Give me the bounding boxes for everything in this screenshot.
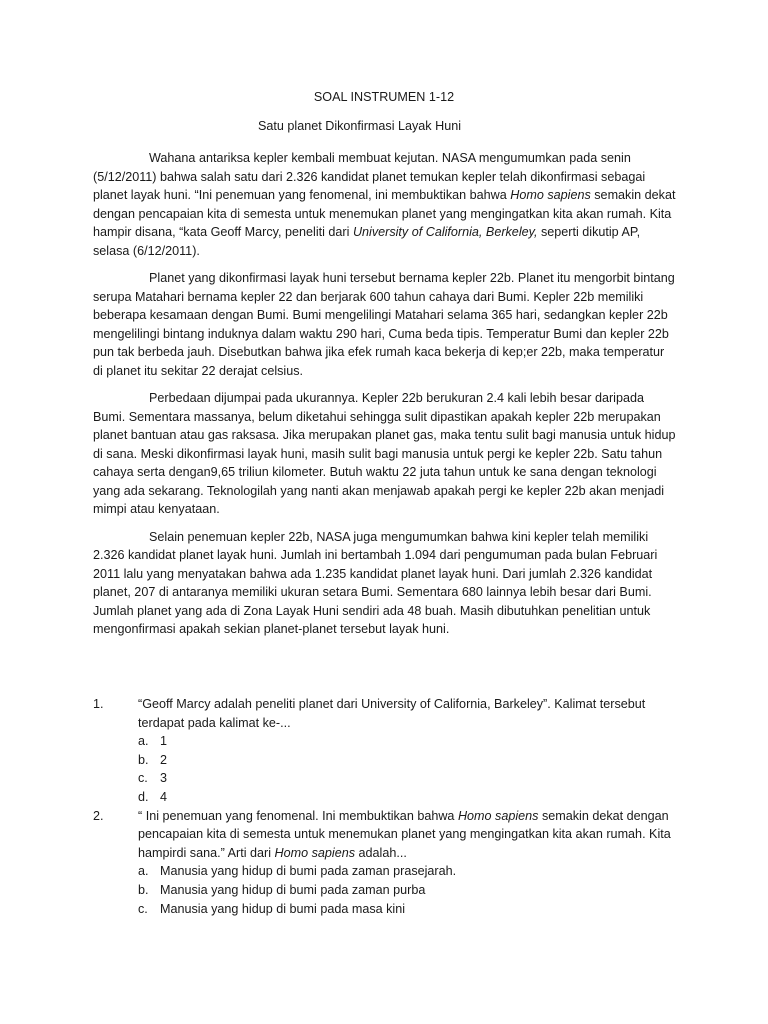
- text-segment: Wahana antariksa kepler kembali membuat kejutan. NASA mengumumkan pada senin (5/12/2011) bahwa salah satu dari 2.326 kandidat planet temukan kepler telah dikonfirmasi sebagai planet layak huni. “Ini penemuan yang fenomenal, ini membuktikan bahwa: [93, 151, 646, 202]
- italic-text: University of California, Berkeley,: [352, 225, 538, 239]
- document-subtitle: Satu planet Dikonfirmasi Layak Huni: [258, 119, 462, 133]
- document-title: SOAL INSTRUMEN 1-12: [313, 90, 455, 104]
- text-segment: “ Ini penemuan yang fenomenal. Ini membuktikan bahwa: [138, 808, 458, 823]
- answer-options: [138, 862, 677, 918]
- answer-option: [138, 751, 677, 770]
- option-letter: b.: [138, 882, 149, 897]
- italic-text: Homo sapiens: [457, 808, 539, 823]
- answer-option: [138, 732, 677, 751]
- answer-option: [138, 881, 677, 900]
- question-number: 1.: [93, 697, 104, 711]
- text-segment: adalah...: [355, 845, 407, 860]
- option-letter: d.: [138, 789, 149, 804]
- paragraph: [93, 269, 677, 380]
- text-segment: seperti dikutip AP, selasa (6/12/2011).: [93, 225, 641, 258]
- option-letter: a.: [138, 864, 149, 879]
- paragraph: [93, 389, 677, 519]
- answer-option: [138, 769, 677, 788]
- text-segment: Planet yang dikonfirmasi layak huni tersebut bernama kepler 22b. Planet itu mengorbit bintang serupa Matahari bernama kepler 22 dan berjarak 600 tahun cahaya dari Bumi. Kepler 22b memiliki beberapa kesamaan dengan Bumi. Bumi mengelilingi Matahari selama 365 hari, sedangkan kepler 22b mengelilingi bintang induknya dalam waktu 290 hari, Cuma beda tipis. Temperatur Bumi dan kepler 22b pun tak berbeda jauh. Disebutkan bahwa jika efek rumah kaca bekerja di kep;er 22b, maka temperatur di planet itu sekitar 22 derajat celsius.: [93, 271, 675, 378]
- answer-option: [138, 900, 677, 919]
- question-item: [93, 695, 677, 807]
- option-text: Manusia yang hidup di bumi pada zaman prasejarah.: [160, 864, 457, 879]
- option-text: Manusia yang hidup di bumi pada zaman purba: [160, 882, 426, 897]
- option-text: 1: [160, 734, 168, 749]
- text-segment: “Geoff Marcy adalah peneliti planet dari University of California, Barkeley”. Kalimat tersebut terdapat pada kalimat ke-...: [138, 697, 646, 730]
- text-segment: semakin dekat dengan pencapaian kita di semesta untuk menemukan planet yang mengingatkan kita akan rumah. Kita hampir disana, “kata Geoff Marcy, peneliti dari: [93, 188, 676, 239]
- option-text: 4: [160, 789, 168, 804]
- option-letter: c.: [138, 901, 148, 916]
- text-segment: semakin dekat dengan pencapaian kita di semesta untuk menemukan planet yang mengingatkan kita akan rumah. Kita hampirdi sana.” Arti dari: [138, 808, 671, 860]
- paragraph: [93, 149, 677, 260]
- option-letter: c.: [138, 771, 148, 786]
- option-text: 3: [160, 771, 168, 786]
- paragraph: [93, 528, 677, 639]
- option-letter: b.: [138, 752, 149, 767]
- article-body: [93, 149, 677, 648]
- option-text: 2: [160, 752, 168, 767]
- question-text: [138, 695, 677, 732]
- question-body: [138, 695, 677, 807]
- italic-text: Homo sapiens: [510, 188, 591, 202]
- answer-option: [138, 862, 677, 881]
- question-number: 2.: [93, 808, 104, 823]
- option-text: Manusia yang hidup di bumi pada masa kini: [160, 901, 406, 916]
- question-item: [93, 807, 677, 919]
- question-text: [138, 807, 677, 863]
- option-letter: a.: [138, 734, 149, 749]
- text-segment: Perbedaan dijumpai pada ukurannya. Kepler 22b berukuran 2.4 kali lebih besar daripada Bumi. Sementara massanya, belum diketahui sehingga sulit dipastikan apakah kepler 22b merupakan planet bantuan atau gas raksasa. Jika merupakan planet gas, maka tentu sulit bagi manusia untuk hidup di sana. Meski dikonfirmasi layak huni, masih sulit bagi manusia untuk pergi ke kepler 22b. Satu tahun cahaya serta dengan9,65 triliun kilometer. Butuh waktu 22 juta tahun untuk ke sana dengan teknologi yang ada sekarang. Teknologilah yang nanti akan menjawab apakah pergi ke kepler 22b akan menjadi mimpi atau kenyataan.: [93, 391, 676, 516]
- text-segment: Selain penemuan kepler 22b, NASA juga mengumumkan bahwa kini kepler telah memiliki 2.326 kandidat planet layak huni. Jumlah ini bertambah 1.094 dari pengumuman pada bulan Februari 2011 lalu yang menyatakan bahwa ada 1.235 kandidat planet layak huni. Dari jumlah 2.326 kandidat planet, 207 di antaranya memiliki ukuran setara Bumi. Sementara 680 lainnya lebih besar dari Bumi. Jumlah planet yang ada di Zona Layak Huni sendiri ada 48 buah. Masih dibutuhkan penelitian untuk mengonfirmasi apakah sekian planet-planet tersebut layak huni.: [93, 529, 658, 636]
- question-list: [93, 695, 677, 918]
- answer-option: [138, 788, 677, 807]
- answer-options: [138, 732, 677, 806]
- question-body: [138, 807, 677, 919]
- italic-text: Homo sapiens: [274, 845, 356, 860]
